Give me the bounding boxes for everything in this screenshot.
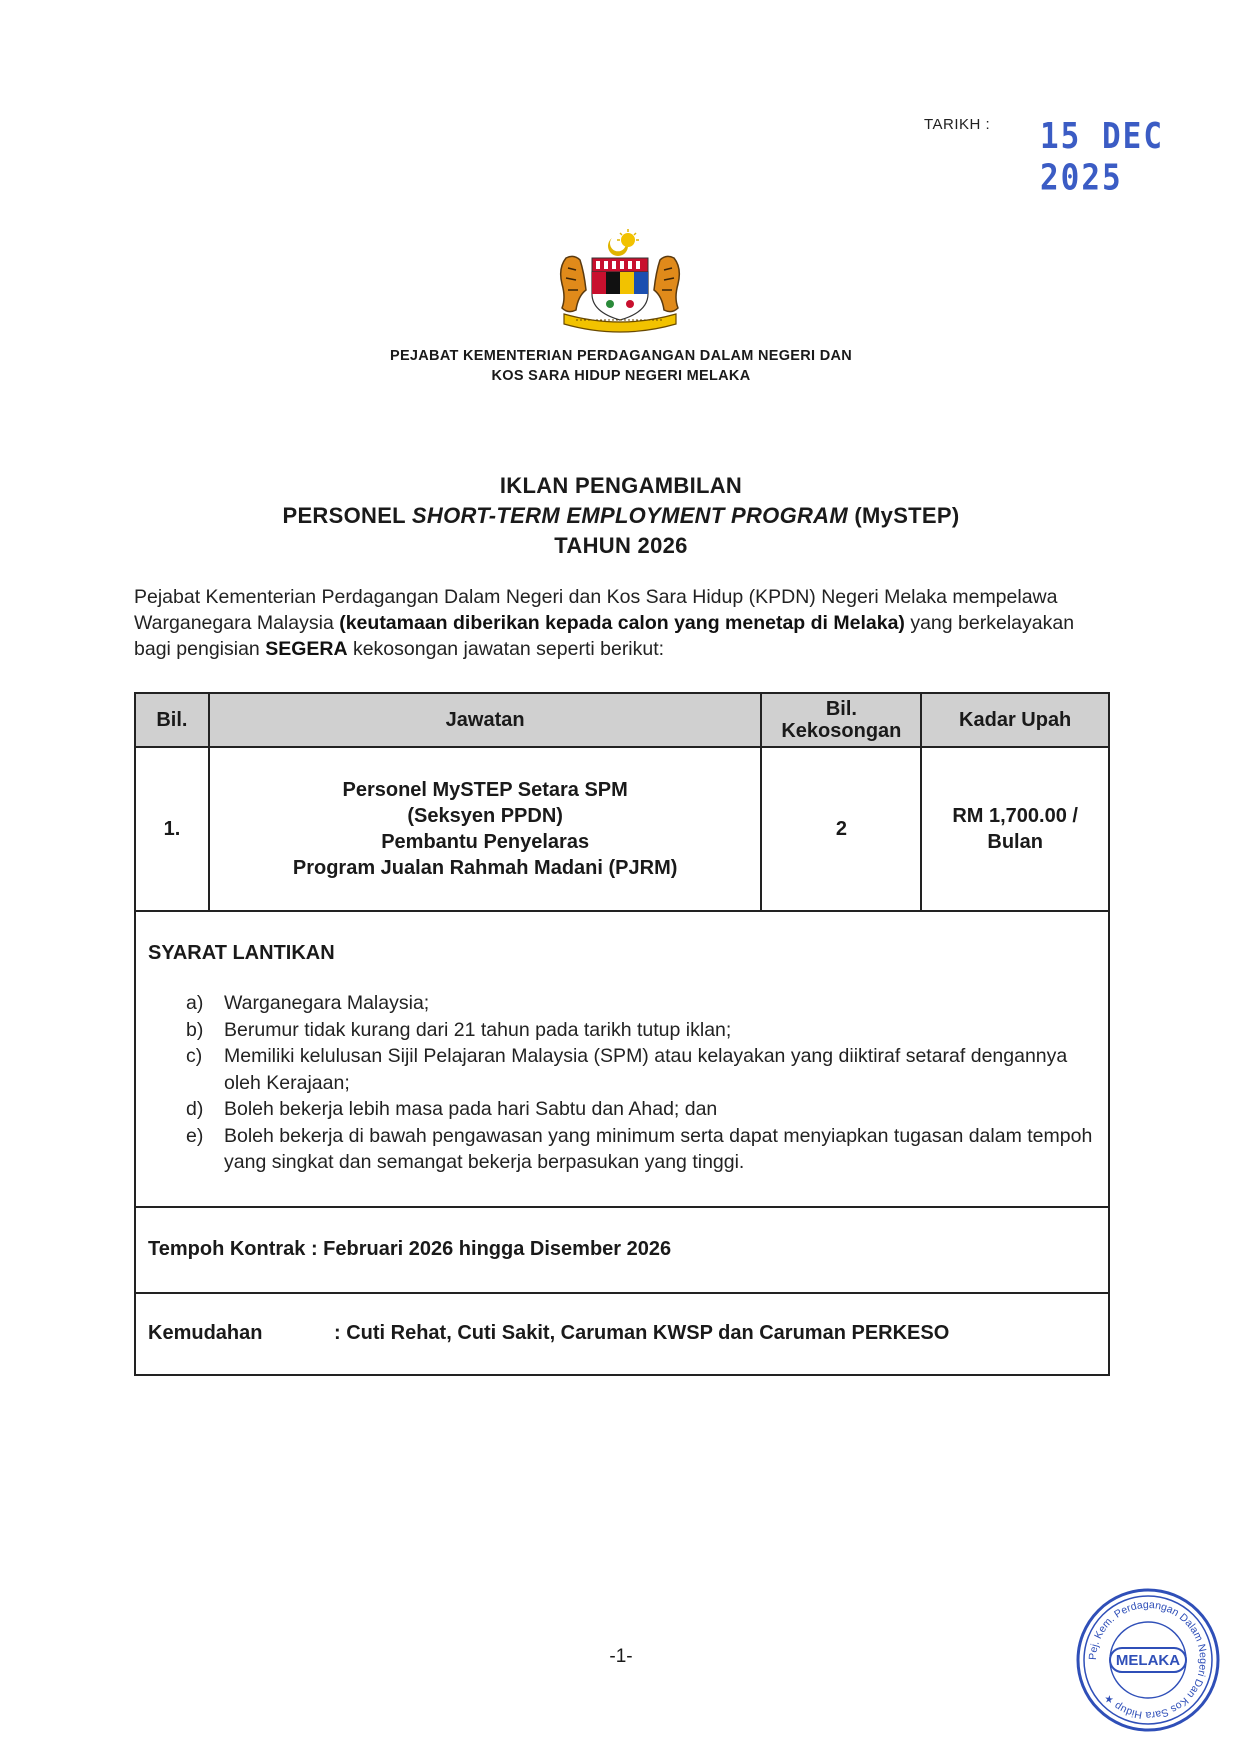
header-bil: Bil. <box>135 693 209 747</box>
header-kadar-upah: Kadar Upah <box>921 693 1109 747</box>
vacancy-table <box>134 692 1110 912</box>
coat-of-arms-icon <box>546 228 694 340</box>
svg-text:MELAKA: MELAKA <box>1115 1652 1181 1669</box>
tempoh-kontrak-text: Tempoh Kontrak : Februari 2026 hingga Disember 2026 <box>148 1238 672 1260</box>
list-item: c) Memiliki kelulusan Sijil Pelajaran Malaysia (SPM) atau kelayakan yang diiktiraf setaraf dengannya oleh Kerajaan; <box>186 1045 1068 1094</box>
syarat-lantikan-box <box>134 910 1110 1208</box>
table-row <box>135 747 1109 911</box>
date-label: TARIKH : <box>924 116 991 133</box>
cell-kadar-upah: RM 1,700.00 / Bulan <box>921 747 1109 911</box>
title-italic: SHORT-TERM EMPLOYMENT PROGRAM <box>411 503 848 528</box>
cell-jawatan: Personel MySTEP Setara SPM (Seksyen PPDN) Pembantu Penyelaras Program Jualan Rahmah Madani (PJRM) <box>209 747 762 911</box>
list-item: a) Warganegara Malaysia; <box>186 992 430 1014</box>
kemudahan-label: Kemudahan <box>148 1322 263 1344</box>
title-line3: TAHUN 2026 <box>554 533 688 558</box>
office-name-line1: PEJABAT KEMENTERIAN PERDAGANGAN DALAM NEGERI DAN <box>389 348 853 364</box>
date-stamp: 15 DEC 2025 <box>1040 116 1164 199</box>
list-item: d) Boleh bekerja lebih masa pada hari Sabtu dan Ahad; dan <box>186 1098 718 1120</box>
tempoh-kontrak-box <box>134 1206 1110 1294</box>
list-item: b) Berumur tidak kurang dari 21 tahun pada tarikh tutup iklan; <box>186 1018 732 1041</box>
kemudahan-text: : Cuti Rehat, Cuti Sakit, Caruman KWSP dan Caruman PERKESO <box>334 1322 950 1344</box>
intro-paragraph: Pejabat Kementerian Perdagangan Dalam Negeri dan Kos Sara Hidup (KPDN) Negeri Melaka mempelawa Warganegara Malaysia (keutamaan diberikan kepada calon yang menetap di Melaka) yang berkelayakan bagi pengisian SEGERA kekosongan jawatan seperti berikut: <box>134 586 1075 660</box>
cell-kekosongan: 2 <box>761 747 921 911</box>
title-line2: PERSONEL SHORT-TERM EMPLOYMENT PROGRAM (MySTEP) <box>282 503 960 528</box>
table-header-row <box>135 693 1109 747</box>
page-number: -1- <box>609 1646 633 1667</box>
header-jawatan: Jawatan <box>209 693 762 747</box>
kemudahan-box <box>134 1292 1110 1376</box>
header-kekosongan: Bil. Kekosongan <box>761 693 921 747</box>
title-line1: IKLAN PENGAMBILAN <box>499 473 743 498</box>
syarat-list <box>186 990 1096 1176</box>
official-seal-icon <box>1074 1586 1222 1734</box>
cell-bil: 1. <box>135 747 209 911</box>
svg-text:Pej. Kem. Perdagangan Dalam Ne: Pej. Kem. Perdagangan Dalam Negeri Dan Kos Sara Hidup ★ <box>1086 1598 1210 1722</box>
syarat-heading: SYARAT LANTIKAN <box>148 942 335 964</box>
list-item: e) Boleh bekerja di bawah pengawasan yang minimum serta dapat menyiapkan tugasan dalam tempoh yang singkat dan semangat bekerja berpasukan yang tinggi. <box>186 1124 1093 1173</box>
office-name-line2: KOS SARA HIDUP NEGERI MELAKA <box>491 368 751 384</box>
